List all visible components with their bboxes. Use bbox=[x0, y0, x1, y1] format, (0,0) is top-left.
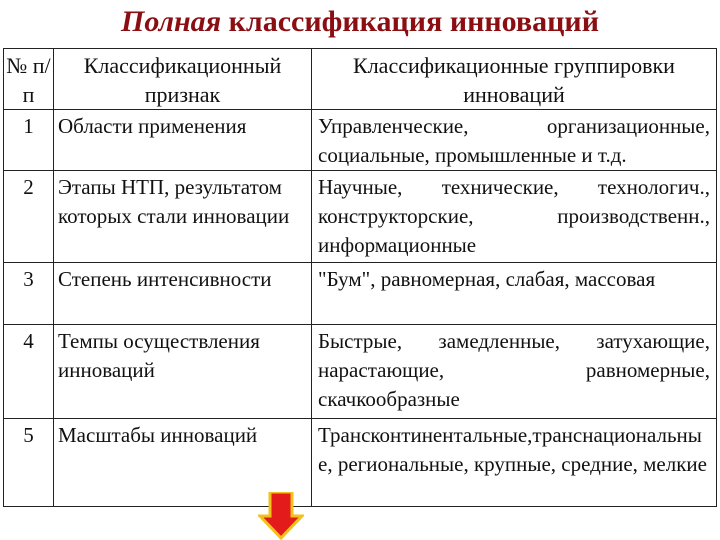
header-groups: Классификационные группировки инноваций bbox=[312, 49, 717, 110]
table-row bbox=[4, 171, 717, 263]
row-num: 2 bbox=[4, 171, 54, 263]
row-groups: Управленческие, организационные, социальные, промышленные и т.д. bbox=[312, 110, 717, 171]
row-groups: "Бум", равномерная, слабая, массовая bbox=[312, 263, 717, 325]
row-groups: Быстрые, замедленные, затухающие, нарастающие, равномерные, скачкообразные bbox=[312, 325, 717, 419]
header-num: № п/п bbox=[4, 49, 54, 110]
row-num: 5 bbox=[4, 419, 54, 507]
row-groups: Трансконтинентальные,транснациональные, региональные, крупные, средние, мелкие bbox=[312, 419, 717, 507]
row-num: 4 bbox=[4, 325, 54, 419]
row-num: 3 bbox=[4, 263, 54, 325]
title-italic-word: Полная bbox=[121, 5, 222, 38]
row-feature: Области применения bbox=[54, 110, 312, 171]
table-row bbox=[4, 419, 717, 507]
row-feature: Масштабы инноваций bbox=[54, 419, 312, 507]
title-rest: классификация инноваций bbox=[228, 5, 599, 38]
table-row bbox=[4, 325, 717, 419]
row-feature: Этапы НТП, результатом которых стали инновации bbox=[54, 171, 312, 263]
row-groups: Научные, технические, технологич., конструкторские, производственн., информационные bbox=[312, 171, 717, 263]
table-row bbox=[4, 263, 717, 325]
row-feature: Степень интенсивности bbox=[54, 263, 312, 325]
header-feature: Классификационный признак bbox=[54, 49, 312, 110]
page-title bbox=[0, 4, 720, 40]
classification-table bbox=[3, 48, 717, 507]
table-header-row bbox=[4, 49, 717, 110]
row-feature: Темпы осуществления инноваций bbox=[54, 325, 312, 419]
table-row bbox=[4, 110, 717, 171]
down-arrow-icon bbox=[258, 492, 304, 540]
row-num: 1 bbox=[4, 110, 54, 171]
